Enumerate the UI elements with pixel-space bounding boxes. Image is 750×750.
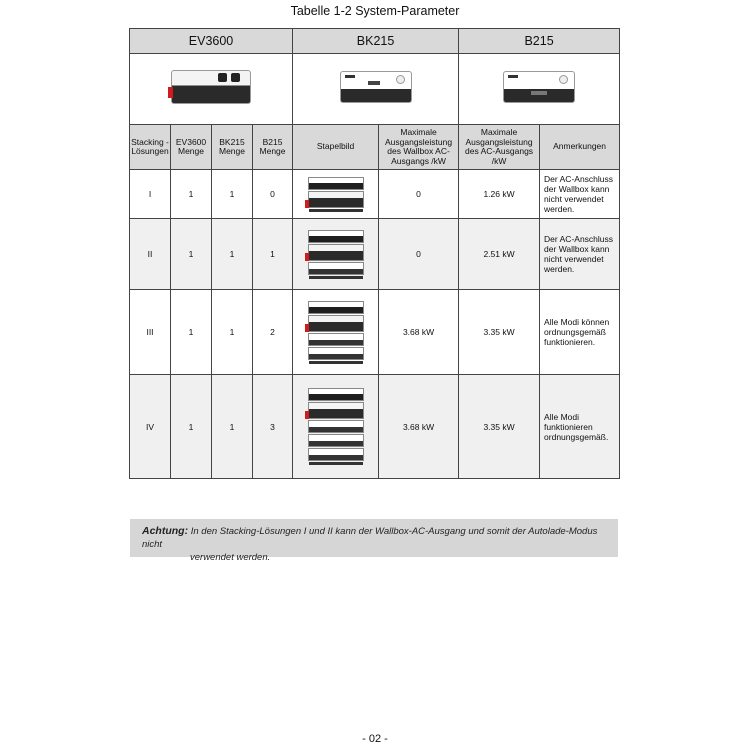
header-ev3600-menge: EV3600 Menge xyxy=(171,125,212,170)
row-id: IV xyxy=(130,375,171,479)
table-row xyxy=(130,375,620,479)
row-note: Der AC-Anschluss der Wallbox kann nicht verwendet werden. xyxy=(540,219,620,290)
achtung-label: Achtung: xyxy=(142,525,189,537)
header-anmerkungen: Anmerkungen xyxy=(540,125,620,170)
header-stapelbild: Stapelbild xyxy=(293,125,379,170)
product-header-bk215: BK215 xyxy=(293,29,459,54)
row-wallbox: 3.68 kW xyxy=(379,290,459,375)
header-max-ac: Maximale Ausgangsleistung des AC-Ausgangs /kW xyxy=(459,125,540,170)
header-bk215-menge: BK215 Menge xyxy=(212,125,253,170)
table-title: Tabelle 1-2 System-Parameter xyxy=(290,4,460,18)
row-wallbox: 3.68 kW xyxy=(379,375,459,479)
header-stacking: Stacking - Lösungen xyxy=(130,125,171,170)
achtung-note xyxy=(130,519,618,563)
table-row xyxy=(130,290,620,375)
row-ac: 3.35 kW xyxy=(459,290,540,375)
row-wallbox: 0 xyxy=(379,170,459,219)
row-ac: 1.26 kW xyxy=(459,170,540,219)
stack-image xyxy=(293,375,379,479)
row-ev3600: 1 xyxy=(171,170,212,219)
achtung-line2: verwendet werden. xyxy=(190,552,271,563)
stack-image xyxy=(293,219,379,290)
row-id: II xyxy=(130,219,171,290)
row-b215: 0 xyxy=(253,170,293,219)
row-ev3600: 1 xyxy=(171,375,212,479)
row-ev3600: 1 xyxy=(171,219,212,290)
row-bk215: 1 xyxy=(212,290,253,375)
stack-image xyxy=(293,290,379,375)
b215-image xyxy=(459,54,620,125)
system-parameter-table xyxy=(129,28,620,479)
row-bk215: 1 xyxy=(212,170,253,219)
product-header-ev3600: EV3600 xyxy=(130,29,293,54)
row-bk215: 1 xyxy=(212,219,253,290)
row-wallbox: 0 xyxy=(379,219,459,290)
row-note: Der AC-Anschluss der Wallbox kann nicht verwendet werden. xyxy=(540,170,620,219)
row-bk215: 1 xyxy=(212,375,253,479)
bk215-image xyxy=(293,54,459,125)
row-b215: 3 xyxy=(253,375,293,479)
page-number: - 02 - xyxy=(362,733,388,745)
row-id: I xyxy=(130,170,171,219)
header-max-wallbox: Maximale Ausgangsleistung des Wallbox AC-Ausgangs /kW xyxy=(379,125,459,170)
row-note: Alle Modi funktionieren ordnungsgemäß. xyxy=(540,375,620,479)
row-id: III xyxy=(130,290,171,375)
stack-image xyxy=(293,170,379,219)
table-row xyxy=(130,219,620,290)
row-b215: 1 xyxy=(253,219,293,290)
row-ev3600: 1 xyxy=(171,290,212,375)
row-ac: 3.35 kW xyxy=(459,375,540,479)
ev3600-image xyxy=(130,54,293,125)
table-row xyxy=(130,170,620,219)
row-ac: 2.51 kW xyxy=(459,219,540,290)
product-header-b215: B215 xyxy=(459,29,620,54)
row-b215: 2 xyxy=(253,290,293,375)
achtung-line1: In den Stacking-Lösungen I und II kann der Wallbox-AC-Ausgang und somit der Autolade-Modus nicht xyxy=(142,526,598,550)
row-note: Alle Modi können ordnungsgemäß funktionieren. xyxy=(540,290,620,375)
header-b215-menge: B215 Menge xyxy=(253,125,293,170)
